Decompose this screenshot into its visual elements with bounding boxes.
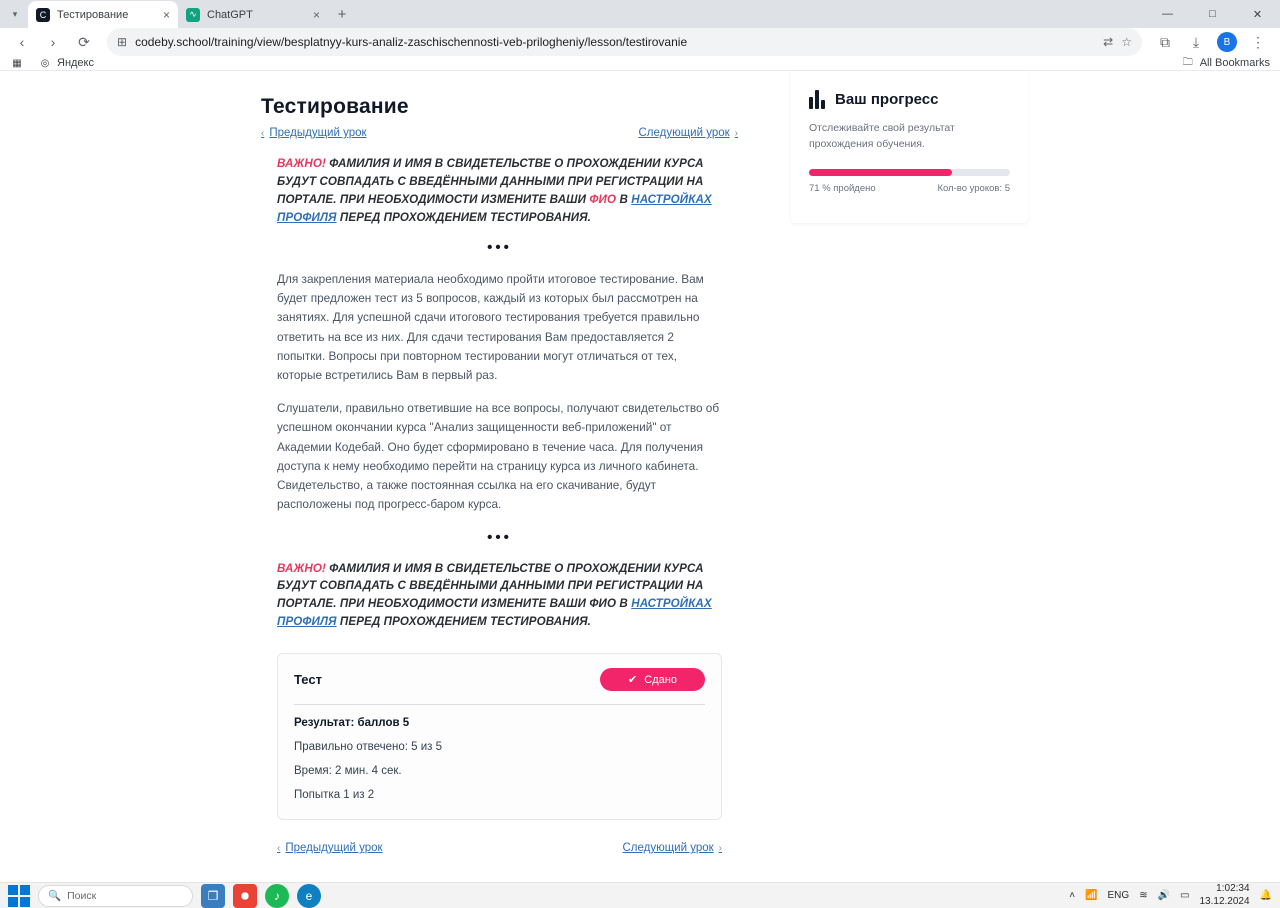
test-time: Время: 2 мин. 4 сек. [294,765,402,778]
kebab-menu-icon[interactable]: ⋮ [1251,33,1265,50]
test-correct-count: Правильно отвечено: 5 из 5 [294,741,443,754]
prev-lesson-link[interactable] [261,127,367,139]
prev-lesson-link-bottom[interactable] [277,842,383,854]
chevron-up-icon[interactable]: ˄ [1069,890,1076,902]
maximize-button[interactable]: □ [1209,8,1216,20]
progress-meta [809,183,1010,194]
next-lesson-link-bottom[interactable] [622,842,722,854]
folder-icon: 🗀 [1182,56,1193,68]
language-indicator[interactable]: ENG [1107,890,1130,902]
next-lesson-link[interactable] [638,127,738,139]
translate-icon[interactable]: ⇄ [1103,35,1114,49]
tab-strip [0,0,1280,28]
chevron-left-icon: ‹ [261,127,265,139]
url-text: codeby.school/training/view/besplatnyy-kurs-analiz-zaschischennosti-veb-prilogheniy/lesson/testirovanie [135,35,688,49]
chatgpt-icon: ∿ [186,8,200,22]
window-controls [1145,0,1280,28]
lesson-bottom-nav [277,842,722,854]
site-settings-icon[interactable]: ⊞ [117,35,128,49]
notice-text-3: ПЕРЕД ПРОХОЖДЕНИЕМ ТЕСТИРОВАНИЯ. [336,210,592,224]
close-icon[interactable]: × [312,7,320,22]
all-bookmarks-label: All Bookmarks [1199,57,1270,69]
close-window-button[interactable]: ✕ [1252,8,1263,21]
progress-card-subtitle: Отслеживайте свой результат прохождения обучения. [809,122,955,150]
test-title: Тест [294,672,322,688]
status-badge-label: Сдано [644,673,677,686]
browser-tab-chatgpt[interactable] [178,1,328,28]
chevron-right-icon: › [734,127,738,139]
progress-card-title: Ваш прогресс [835,90,939,108]
star-icon[interactable]: ☆ [1121,35,1132,49]
close-icon[interactable]: × [162,7,170,22]
address-bar[interactable] [107,28,1142,56]
all-bookmarks-button[interactable] [1181,56,1270,70]
progress-bar [809,169,1010,176]
profile-settings-link[interactable]: НАСТРОЙКАХ ПРОФИЛЯ [277,597,712,629]
tab-search-icon[interactable]: ▾ [12,8,18,19]
profile-settings-link[interactable]: НАСТРОЙКАХ ПРОФИЛЯ [277,192,712,224]
chevron-right-icon: › [718,842,722,854]
bell-icon[interactable]: 🔔 [1259,890,1272,902]
edge-icon[interactable]: e [297,884,321,908]
test-card-header [294,668,705,705]
puzzle-icon[interactable]: ⧉ [1160,33,1170,50]
notice-text-2: ПЕРЕД ПРОХОЖДЕНИЕМ ТЕСТИРОВАНИЯ. [336,615,592,629]
forward-icon[interactable]: › [50,34,56,50]
important-notice-top [261,155,738,227]
test-result-card [277,653,722,820]
progress-card [791,71,1028,223]
lesson-card [241,71,758,882]
prev-lesson-label: Предыдущий урок [269,127,367,139]
chevron-left-icon: ‹ [277,842,281,854]
section-divider: ••• [487,238,512,256]
back-icon[interactable]: ‹ [19,34,25,50]
spotify-icon[interactable]: ♪ [265,884,289,908]
search-placeholder: Поиск [67,889,97,902]
reload-icon[interactable]: ⟳ [78,33,90,50]
check-icon: ✔ [628,674,638,687]
download-icon[interactable]: ⤓ [1192,33,1200,50]
bookmark-item-yandex[interactable] [38,56,94,70]
lesson-top-nav [261,127,738,139]
wifi-icon[interactable]: ≋ [1139,890,1148,902]
apps-grid-icon[interactable]: ▦ [12,57,22,69]
chrome-icon[interactable] [233,884,257,908]
yandex-icon: ◎ [40,57,50,69]
next-lesson-label: Следующий урок [638,127,730,139]
notice-warning-word: ВАЖНО! [277,157,326,170]
progress-percent-label: 71 % пройдено [809,182,876,194]
prev-lesson-label: Предыдущий урок [285,842,383,855]
test-attempt: Попытка 1 из 2 [294,789,375,802]
tab-title: Тестирование [57,8,129,21]
network-icon[interactable]: 📶 [1085,890,1098,902]
page-viewport [0,71,1280,882]
windows-start-icon[interactable] [8,885,30,907]
bookmarks-bar [0,56,1280,71]
task-view-icon[interactable]: ❐ [201,884,225,908]
clock-date: 13.12.2024 [1199,895,1250,907]
system-tray [1069,883,1272,908]
codeby-icon: C [36,8,50,22]
new-tab-button[interactable]: + [337,5,347,23]
browser-toolbar [0,28,1280,56]
search-icon: 🔍 [48,890,62,903]
progress-bar-fill [809,169,952,176]
battery-icon[interactable]: ▭ [1180,890,1190,902]
lesson-paragraph-2: Слушатели, правильно ответившие на все вопросы, получают свидетельство об успешном окончании курса "Анализ защищенности веб-приложений" от Академии Кодебай. Оно будет сформировано в течение часа. Для получения доступа к нему необходимо перейти на страницу курса из личного кабинета. Свидетельство, а также постоянная ссылка на его скачивание, будут расположены под прогресс-баром курса. [277,401,720,512]
bar-chart-icon [809,89,825,109]
browser-tab-active[interactable] [28,1,178,28]
notice-text-2: В [616,192,632,206]
windows-taskbar [0,882,1280,908]
status-badge[interactable] [600,668,705,691]
notice-text-1: ФАМИЛИЯ И ИМЯ В СВИДЕТЕЛЬСТВЕ О ПРОХОЖДЕНИИ КУРСА БУДУТ СОВПАДАТЬ С ВВЕДЁННЫМИ ДАННЫМИ ПРИ РЕГИСТРАЦИИ НА ПОРТАЛЕ. ПРИ НЕОБХОДИМОСТИ ИЗМЕНИТЕ ВАШИ ФИО В [277,561,704,611]
lessons-count-label: Кол-во уроков: 5 [937,182,1010,194]
page-title: Тестирование [261,95,409,118]
bookmark-label: Яндекс [57,57,94,69]
notice-fio: ФИО [589,192,617,206]
avatar[interactable] [1213,28,1241,56]
progress-card-header [809,89,1010,109]
profile-initial: B [1217,32,1237,52]
notice-text-1: ФАМИЛИЯ И ИМЯ В СВИДЕТЕЛЬСТВЕ О ПРОХОЖДЕНИИ КУРСА БУДУТ СОВПАДАТЬ С ВВЕДЁННЫМИ ДАННЫМИ ПРИ РЕГИСТРАЦИИ НА ПОРТАЛЕ. ПРИ НЕОБХОДИМОСТИ ИЗМЕНИТЕ ВАШИ [277,157,704,206]
tab-title: ChatGPT [207,8,253,21]
section-divider-2: ••• [487,528,512,546]
next-lesson-label: Следующий урок [622,842,714,855]
lesson-paragraph-1: Для закрепления материала необходимо пройти итоговое тестирование. Вам будет предложен тест из 5 вопросов, каждый из которых был рассмотрен на занятиях. Для успешной сдачи итогового тестирования требуется правильно ответить на все из них. Для сдачи тестирования Вам предоставляется 2 попытки. Вопросы при повторном тестировании могут отличаться от тех, которые встретились Вам в первый раз. [277,271,704,382]
clock-time: 1:02:34 [1216,883,1250,895]
test-score: Результат: баллов 5 [294,717,410,730]
volume-icon[interactable]: 🔊 [1157,890,1171,902]
notice-warning-word: ВАЖНО! [277,561,326,575]
clock[interactable] [1199,883,1249,908]
important-notice-bottom [261,560,738,632]
minimize-button[interactable]: — [1162,8,1173,20]
search-input[interactable] [38,885,193,907]
